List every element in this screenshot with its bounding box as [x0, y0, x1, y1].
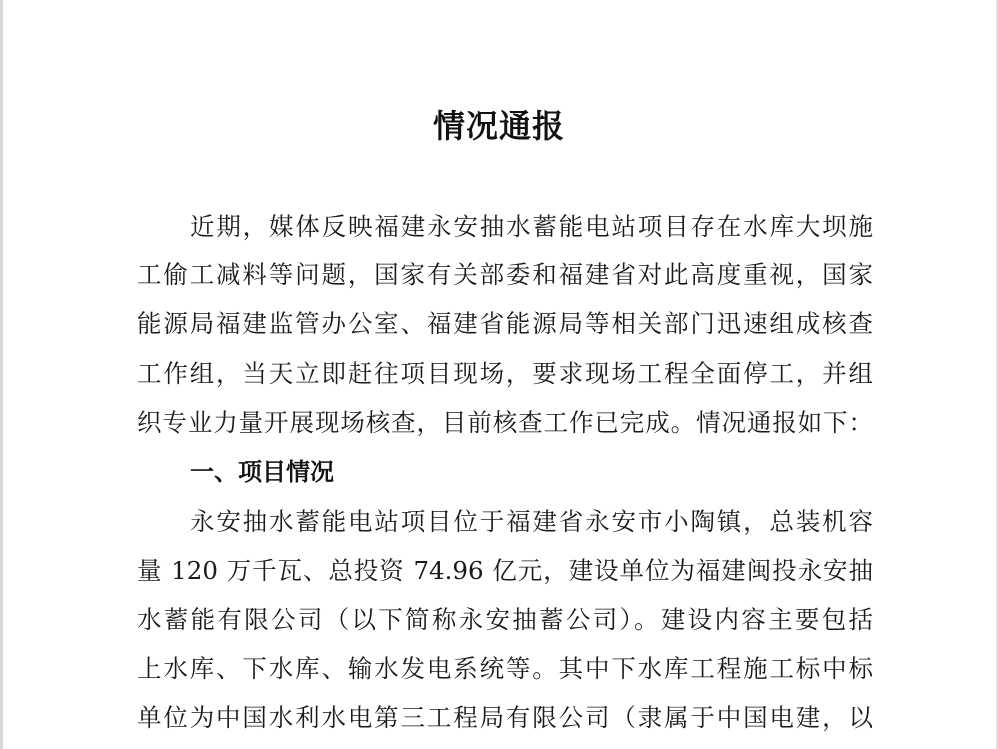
paragraph-line: 织专业力量开展现场核查，目前核查工作已完成。情况通报如下： [137, 408, 873, 437]
paragraph-line: 永安抽水蓄能电站项目位于福建省永安市小陶镇，总装机容 [190, 507, 873, 536]
paragraph-line: 能源局福建监管办公室、福建省能源局等相关部门迅速组成核查 [137, 309, 873, 338]
section-heading: 一、项目情况 [190, 458, 334, 486]
paragraph-line: 量 120 万千瓦、总投资 74.96 亿元，建设单位为福建闽投永安抽 [137, 556, 873, 585]
paragraph-line: 工偷工减料等问题，国家有关部委和福建省对此高度重视，国家 [137, 260, 873, 289]
paragraph-line: 单位为中国水利水电第三工程局有限公司（隶属于中国电建，以 [137, 703, 873, 732]
paragraph-line: 近期，媒体反映福建永安抽水蓄能电站项目存在水库大坝施 [190, 212, 873, 241]
paragraph-line: 工作组，当天立即赶往项目现场，要求现场工程全面停工，并组 [137, 359, 873, 388]
paragraph-line: 水蓄能有限公司（以下简称永安抽蓄公司）。建设内容主要包括 [137, 605, 873, 634]
document-title: 情况通报 [432, 107, 565, 145]
paragraph-line: 上水库、下水库、输水发电系统等。其中下水库工程施工标中标 [137, 654, 873, 683]
